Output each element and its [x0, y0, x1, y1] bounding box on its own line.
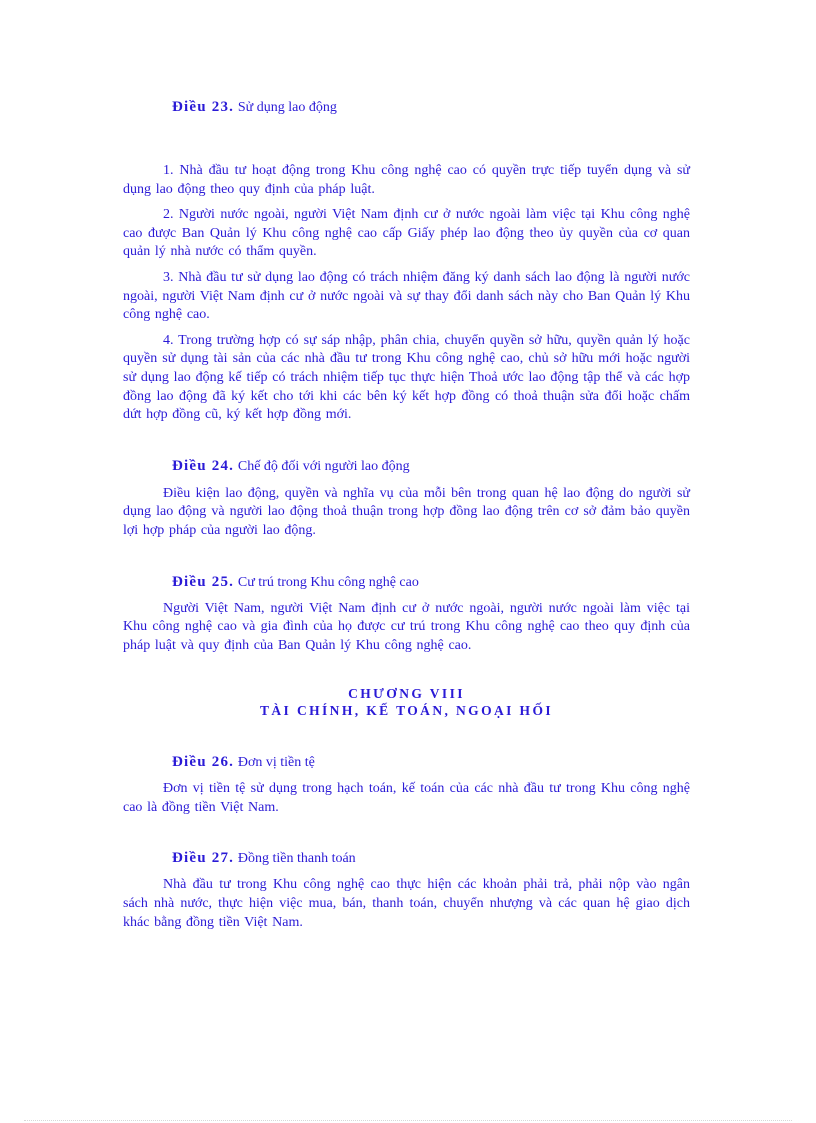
chapter-title: TÀI CHÍNH, KẾ TOÁN, NGOẠI HỐI	[259, 703, 553, 719]
article-27	[123, 847, 690, 932]
article-heading	[172, 455, 690, 478]
article-heading	[172, 847, 690, 870]
article-heading	[172, 571, 690, 594]
article-title: Đơn vị tiền tệ	[237, 755, 315, 771]
article-number: Điều 26.	[172, 754, 235, 771]
article-title: Chế độ đối với người lao động	[237, 458, 410, 474]
article-heading	[172, 751, 690, 774]
paragraph: 2. Người nước ngoài, người Việt Nam định cư ở nước ngoài làm việc tại Khu công nghệ cao được Ban Quản lý Khu công nghệ cao cấp Giấy phép lao động theo ủy quyền của cơ quan quản lý nhà nước có thẩm quyền.	[123, 207, 690, 260]
article-title: Cư trú trong Khu công nghệ cao	[237, 574, 419, 590]
article-number: Điều 24.	[172, 457, 235, 474]
article-25	[123, 571, 690, 656]
article-24	[123, 455, 690, 541]
chapter-label: CHƯƠNG VIII	[348, 686, 465, 702]
article-number: Điều 25.	[172, 573, 235, 590]
article-26	[123, 751, 690, 817]
document-body	[123, 96, 690, 932]
paragraph: 4. Trong trường hợp có sự sáp nhập, phân chia, chuyển quyền sở hữu, quyền quản lý hoặc quyền sử dụng tài sản của các nhà đầu tư trong Khu công nghệ cao, chủ sở hữu mới hoặc người sử dụng lao động kế tiếp có trách nhiệm tiếp tục thực hiện Thoả ước lao động tập thể và các hợp đồng lao động đã ký kết cho tới khi các bên ký kết hợp đồng có thoả thuận sửa đổi hoặc chấm dứt hợp đồng cũ, ký kết hợp đồng mới.	[123, 332, 690, 423]
article-title: Sử dụng lao động	[237, 100, 337, 115]
article-heading	[172, 96, 690, 119]
paragraph: Đơn vị tiền tệ sử dụng trong hạch toán, kế toán của các nhà đầu tư trong Khu công nghệ cao là đồng tiền Việt Nam.	[123, 781, 690, 815]
article-23	[123, 96, 690, 425]
article-number: Điều 27.	[172, 850, 235, 867]
page-bottom-divider	[24, 1120, 792, 1121]
paragraph: Người Việt Nam, người Việt Nam định cư ở nước ngoài, người nước ngoài làm việc tại Khu công nghệ cao và gia đình của họ được cư trú trong Khu công nghệ cao theo quy định của pháp luật và quy định của Ban Quản lý Khu công nghệ cao.	[123, 600, 690, 653]
chapter-heading	[123, 685, 690, 719]
paragraph: Điều kiện lao động, quyền và nghĩa vụ của mỗi bên trong quan hệ lao động do người sử dụng lao động và người lao động thoả thuận trong hợp đồng lao động trên cơ sở đảm bảo quyền lợi hợp pháp của người lao động.	[123, 485, 690, 538]
paragraph: 1. Nhà đầu tư hoạt động trong Khu công nghệ cao có quyền trực tiếp tuyển dụng và sử dụng lao động theo quy định của pháp luật.	[123, 163, 690, 197]
paragraph: 3. Nhà đầu tư sử dụng lao động có trách nhiệm đăng ký danh sách lao động là người nước ngoài, người Việt Nam định cư ở nước ngoài và sự thay đổi danh sách này cho Ban Quản lý Khu công nghệ cao.	[123, 269, 690, 323]
paragraph: Nhà đầu tư trong Khu công nghệ cao thực hiện các khoản phải trả, phải nộp vào ngân sách nhà nước, thực hiện việc mua, bán, thanh toán, chuyển nhượng và các quan hệ giao dịch khác bằng đồng tiền Việt Nam.	[123, 877, 690, 930]
article-title: Đồng tiền thanh toán	[237, 851, 356, 867]
article-number: Điều 23.	[172, 99, 235, 115]
